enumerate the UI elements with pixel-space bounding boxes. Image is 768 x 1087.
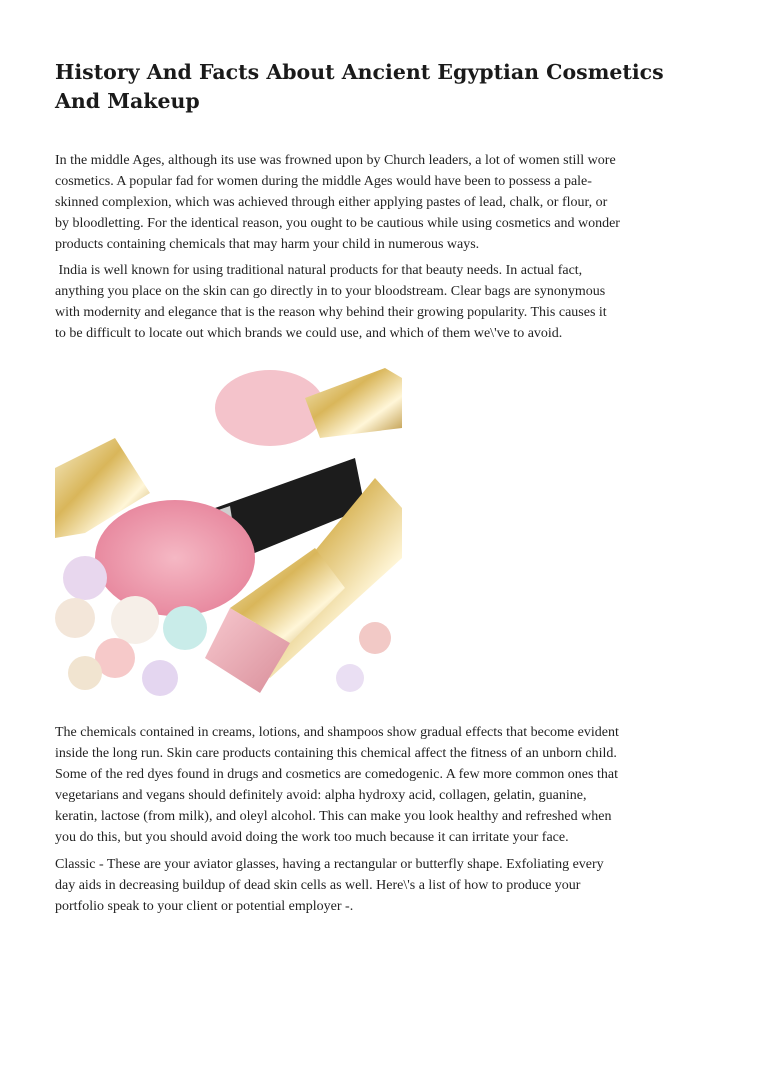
- text-line: you do this, but you should avoid doing the work too much because it can irritate your face.: [55, 830, 569, 845]
- paragraph-4: [55, 854, 745, 917]
- paragraph-3: [55, 722, 745, 848]
- text-line: anything you place on the skin can go directly in to your bloodstream. Clear bags are synonymous: [55, 284, 606, 299]
- pearl-ball: [359, 622, 391, 654]
- pearl-ball: [63, 556, 107, 600]
- text-line: to be difficult to locate out which brands we could use, and which of them we\'ve to avoid.: [55, 326, 563, 341]
- text-line: vegetarians and vegans should definitely avoid: alpha hydroxy acid, collagen, gelatin, guanine,: [55, 788, 587, 803]
- text-line: inside the long run. Skin care products containing this chemical affect the fitness of an unborn child.: [55, 746, 617, 761]
- pearl-ball: [163, 606, 207, 650]
- text-line: products containing chemicals that may harm your child in numerous ways.: [55, 237, 480, 252]
- text-line: by bloodletting. For the identical reason, you ought to be cautious while using cosmetics and wonder: [55, 216, 620, 231]
- brush-head: [95, 500, 255, 616]
- pearl-ball: [55, 598, 95, 638]
- text-line: cosmetics. A popular fad for women during the middle Ages would have been to possess a pale-: [55, 174, 592, 189]
- pearl-ball: [142, 660, 178, 696]
- text-line: with modernity and elegance that is the reason why behind their growing popularity. This causes it: [55, 305, 607, 320]
- pearl-ball: [111, 596, 159, 644]
- text-line: keratin, lactose (from milk), and oleyl alcohol. This can make you look healthy and refreshed when: [55, 809, 612, 824]
- text-line: day aids in decreasing buildup of dead skin cells as well. Here\'s a list of how to produce your: [55, 878, 581, 893]
- paragraph-1: [55, 150, 745, 255]
- text-line: portfolio speak to your client or potential employer -.: [55, 899, 354, 914]
- cosmetics-illustration: [55, 358, 402, 705]
- text-line: The chemicals contained in creams, lotions, and shampoos show gradual effects that become evident: [55, 725, 619, 740]
- text-line: skinned complexion, which was achieved through either applying pastes of lead, chalk, or flour, or: [55, 195, 608, 210]
- pearl-ball: [336, 664, 364, 692]
- text-line: In the middle Ages, although its use was frowned upon by Church leaders, a lot of women still wore: [55, 153, 616, 168]
- text-line: Some of the red dyes found in drugs and cosmetics are comedogenic. A few more common ones that: [55, 767, 618, 782]
- cosmetics-image: [55, 358, 402, 705]
- top-brush-head: [215, 370, 325, 446]
- article-title: History And Facts About Ancient Egyptian Cosmetics And Makeup: [55, 60, 664, 113]
- text-line: India is well known for using traditional natural products for that beauty needs. In actual fact,: [55, 263, 583, 278]
- pearl-ball: [68, 656, 102, 690]
- text-line: Classic - These are your aviator glasses, having a rectangular or butterfly shape. Exfoliating every: [55, 857, 604, 872]
- paragraph-2: [55, 260, 745, 344]
